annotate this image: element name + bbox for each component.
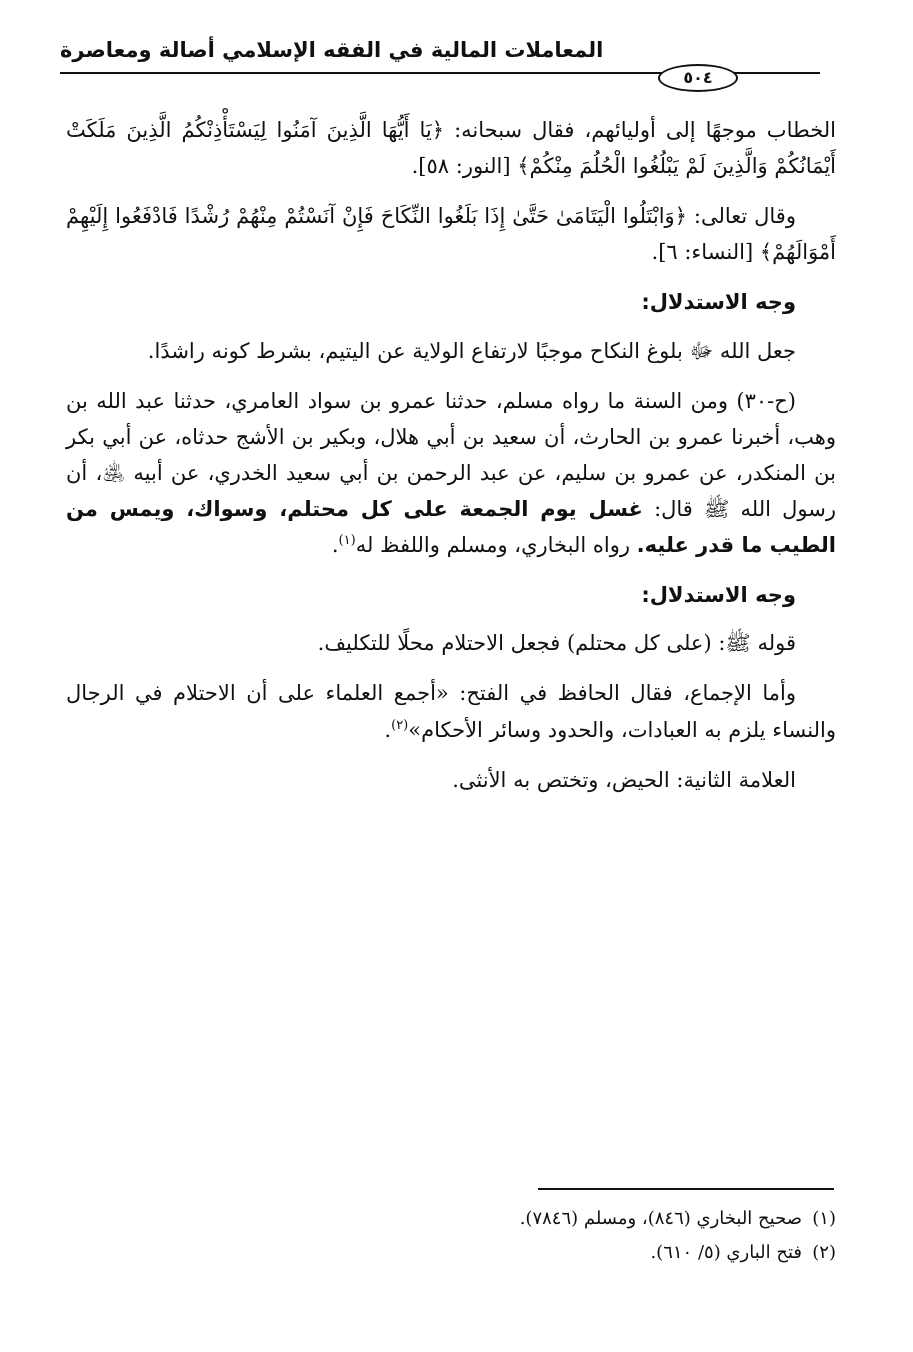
hadith-text: غسل يوم الجمعة على كل محتلم، وسواك، ويمس من الطيب ما قدر عليه. (66, 496, 836, 558)
footnote (66, 1202, 836, 1236)
footnote-mark: (١) (338, 533, 356, 549)
paragraph-quran-nisa (66, 198, 836, 270)
running-title: المعاملات المالية في الفقه الإسلامي أصالة ومعاصرة (60, 38, 604, 62)
paragraph-text: . (331, 533, 339, 558)
paragraph-text: الخطاب موجهًا إلى أوليائهم، فقال سبحانه: (444, 118, 836, 142)
paragraph-quran-nur (66, 112, 836, 184)
footnote-text: فتح الباري (٥/ ٦١٠). (650, 1242, 802, 1264)
paragraph-second-sign: العلامة الثانية: الحيض، وتختص به الأنثى. (452, 767, 796, 792)
footnote (66, 1236, 836, 1270)
footnote-rule (538, 1188, 834, 1190)
paragraph-text: وأما الإجماع، فقال الحافظ في الفتح: «أجمع العلماء على أن الاحتلام في الرجال والنساء يلزم به العبادات، والحدود وسائر الأحكام» (66, 681, 836, 742)
quran-reference: [النور: ٥٨]. (411, 154, 518, 179)
paragraph-ijma (66, 675, 836, 747)
section-heading: وجه الاستدلال: (641, 583, 796, 608)
footnote-number: (١) (812, 1208, 836, 1229)
paragraph-text: . (384, 717, 392, 742)
footnote-number: (٢) (812, 1242, 836, 1264)
paragraph-text: رواه البخاري، ومسلم واللفظ له (355, 533, 637, 558)
quran-quote: ﴿يَا أَيُّهَا الَّذِينَ آمَنُوا لِيَسْتَأْذِنْكُمُ الَّذِينَ مَلَكَتْ أَيْمَانُكُمْ وَالَّذِينَ لَمْ يَبْلُغُوا الْحُلُمَ مِنْكُمْ﴾ (66, 118, 836, 179)
paragraph-inference: جعل الله ﷻ بلوغ النكاح موجبًا لارتفاع الولاية عن اليتيم، بشرط كونه راشدًا. (147, 338, 796, 363)
paragraph-text: (ح-٣٠) ومن السنة ما رواه مسلم، حدثنا عمرو بن سواد العامري، حدثنا عبد الله بن وهب، أخبرنا عمرو بن الحارث، أن سعيد بن أبي هلال، وبكير بن الأشج حدثاه، عن أبي بكر بن المنكدر، عن عمرو بن سليم، عن عبد الرحمن بن أبي سعيد الخدري، عن أبيه ﵁، أن رسول الله ﷺ قال: (66, 388, 836, 521)
footnotes (66, 1202, 836, 1270)
section-heading: وجه الاستدلال: (641, 290, 796, 315)
page-body (66, 112, 836, 812)
paragraph-hadith (66, 383, 836, 564)
footnote-text: صحيح البخاري (٨٤٦)، ومسلم (٧٨٤٦). (519, 1208, 802, 1229)
quran-quote: ﴿وَابْتَلُوا الْيَتَامَىٰ حَتَّىٰ إِذَا بَلَغُوا النِّكَاحَ فَإِنْ آنَسْتُمْ مِنْهُمْ رُشْدًا فَادْفَعُوا إِلَيْهِمْ أَمْوَالَهُمْ﴾ (66, 204, 836, 265)
paragraph-text: وقال تعالى: (686, 204, 796, 229)
footnote-mark: (٢) (391, 717, 409, 733)
paragraph-inference: قوله ﷺ: (على كل محتلم) فجعل الاحتلام محلًا للتكليف. (317, 631, 796, 656)
quran-reference: [النساء: ٦]. (651, 240, 760, 265)
page-header (60, 30, 820, 100)
page-number: ٥٠٤ (658, 64, 738, 92)
